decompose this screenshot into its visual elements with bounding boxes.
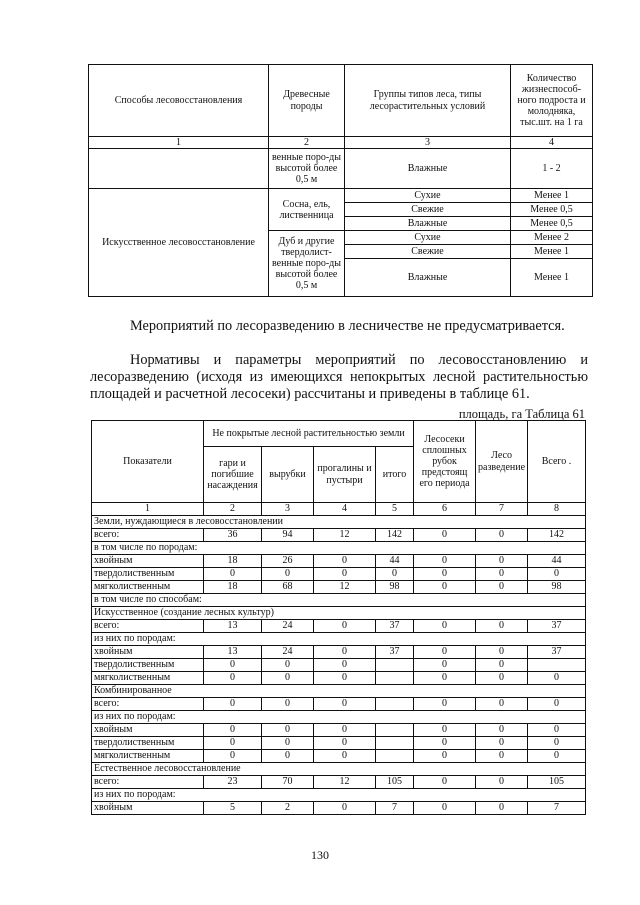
header-unforested-lands: Не покрытые лесной растительностью земли: [204, 421, 414, 447]
header-species: Древесные породы: [269, 65, 345, 137]
qty-cell: Менее 0,5: [511, 217, 593, 231]
header-method: Способы лесовосстановления: [89, 65, 269, 137]
value-cell: 0: [262, 698, 314, 711]
forest-type-cell: Свежие: [345, 245, 511, 259]
section-row: [92, 711, 586, 724]
section-row: [92, 633, 586, 646]
value-cell: 24: [262, 646, 314, 659]
value-cell: 37: [528, 646, 586, 659]
value-cell: 23: [204, 776, 262, 789]
section-label: Естественное лесовосстановление: [92, 763, 586, 776]
table-row: [92, 776, 586, 789]
header-clearcut-plots: Лесосеки сплошных рубок предстоящ его периода: [414, 421, 476, 503]
table-row: [92, 724, 586, 737]
section-row: [92, 542, 586, 555]
value-cell: [376, 750, 414, 763]
row-label: мягколиственным: [92, 750, 204, 763]
table-row: [92, 802, 586, 815]
value-cell: 0: [314, 646, 376, 659]
value-cell: 0: [476, 646, 528, 659]
value-cell: 0: [314, 750, 376, 763]
table-row: [92, 737, 586, 750]
col-number: 3: [262, 503, 314, 516]
value-cell: 13: [204, 646, 262, 659]
value-cell: 0: [314, 568, 376, 581]
col-number: 2: [204, 503, 262, 516]
section-row: [92, 607, 586, 620]
section-label: из них по породам:: [92, 633, 586, 646]
row-label: хвойным: [92, 724, 204, 737]
value-cell: 44: [376, 555, 414, 568]
value-cell: 68: [262, 581, 314, 594]
species-cell: венные поро-ды высотой более 0,5 м: [269, 149, 345, 189]
value-cell: 0: [528, 724, 586, 737]
value-cell: 5: [204, 802, 262, 815]
value-cell: 0: [414, 659, 476, 672]
value-cell: 0: [528, 750, 586, 763]
forest-type-cell: Влажные: [345, 217, 511, 231]
col-number: 8: [528, 503, 586, 516]
section-label: в том числе по породам:: [92, 542, 586, 555]
col-number: 7: [476, 503, 528, 516]
qty-cell: Менее 1: [511, 259, 593, 297]
value-cell: 98: [376, 581, 414, 594]
col-number: 2: [269, 137, 345, 149]
value-cell: 0: [262, 659, 314, 672]
value-cell: 18: [204, 581, 262, 594]
table-row: [92, 529, 586, 542]
value-cell: 0: [476, 750, 528, 763]
value-cell: 0: [476, 581, 528, 594]
header-cuttings: вырубки: [262, 447, 314, 503]
section-row: [92, 594, 586, 607]
value-cell: 0: [204, 672, 262, 685]
value-cell: 24: [262, 620, 314, 633]
section-label: Земли, нуждающиеся в лесовосстановлении: [92, 516, 586, 529]
page-number: 130: [311, 848, 329, 862]
value-cell: 0: [414, 776, 476, 789]
value-cell: 37: [528, 620, 586, 633]
qty-cell: Менее 2: [511, 231, 593, 245]
value-cell: 18: [204, 555, 262, 568]
col-number: 5: [376, 503, 414, 516]
header-afforestation: Лесо разведение: [476, 421, 528, 503]
value-cell: 142: [528, 529, 586, 542]
row-label: всего:: [92, 698, 204, 711]
row-label: твердолиственным: [92, 568, 204, 581]
value-cell: 0: [528, 698, 586, 711]
value-cell: 0: [414, 802, 476, 815]
value-cell: [376, 724, 414, 737]
table-row: [92, 555, 586, 568]
section-label: из них по породам:: [92, 711, 586, 724]
value-cell: 12: [314, 529, 376, 542]
header-undergrowth-qty: Количество жизнеспособ-ного подроста и молодняка, тыс.шт. на 1 га: [511, 65, 593, 137]
value-cell: 0: [414, 672, 476, 685]
reforestation-norms-table: [88, 64, 593, 297]
col-number: 1: [92, 503, 204, 516]
value-cell: 0: [414, 529, 476, 542]
value-cell: 0: [314, 724, 376, 737]
forest-type-cell: Влажные: [345, 149, 511, 189]
col-number: 6: [414, 503, 476, 516]
value-cell: 0: [204, 659, 262, 672]
table-caption: площадь, га Таблица 61: [458, 407, 585, 421]
value-cell: 94: [262, 529, 314, 542]
value-cell: 105: [376, 776, 414, 789]
value-cell: 0: [476, 802, 528, 815]
value-cell: 0: [314, 620, 376, 633]
table-row: [92, 698, 586, 711]
value-cell: 0: [414, 568, 476, 581]
value-cell: 0: [262, 568, 314, 581]
value-cell: 0: [476, 659, 528, 672]
table-row: [92, 750, 586, 763]
value-cell: 0: [476, 555, 528, 568]
value-cell: 0: [476, 568, 528, 581]
value-cell: 26: [262, 555, 314, 568]
row-label: всего:: [92, 776, 204, 789]
value-cell: 0: [204, 724, 262, 737]
reforestation-parameters-table: [91, 420, 586, 815]
forest-type-cell: Свежие: [345, 203, 511, 217]
row-label: хвойным: [92, 555, 204, 568]
row-label: всего:: [92, 620, 204, 633]
qty-cell: Менее 0,5: [511, 203, 593, 217]
value-cell: 36: [204, 529, 262, 542]
value-cell: 0: [476, 529, 528, 542]
no-afforestation-paragraph: Мероприятий по лесоразведению в лесничестве не предусматривается.: [130, 318, 565, 334]
forest-type-cell: Сухие: [345, 231, 511, 245]
value-cell: 0: [262, 737, 314, 750]
section-label: Искусственное (создание лесных культур): [92, 607, 586, 620]
col-number: 1: [89, 137, 269, 149]
value-cell: 0: [314, 698, 376, 711]
row-label: мягколиственным: [92, 581, 204, 594]
value-cell: 44: [528, 555, 586, 568]
row-label: твердолиственным: [92, 737, 204, 750]
table-row: [92, 568, 586, 581]
method-cell: Искусственное лесовосстановление: [89, 189, 269, 297]
value-cell: 0: [476, 620, 528, 633]
value-cell: 0: [414, 581, 476, 594]
section-row: [92, 685, 586, 698]
value-cell: 0: [314, 737, 376, 750]
value-cell: 0: [476, 776, 528, 789]
section-label: в том числе по способам:: [92, 594, 586, 607]
section-row: [92, 516, 586, 529]
value-cell: 105: [528, 776, 586, 789]
value-cell: 0: [204, 568, 262, 581]
header-total: Всего .: [528, 421, 586, 503]
value-cell: 0: [476, 724, 528, 737]
col-number: 4: [314, 503, 376, 516]
norms-paragraph: Нормативы и параметры мероприятий по лесовосстановлению и лесоразведению (исходя из имеющихся непокрытых лесной растительностью площадей и расчетной лесосеки) рассчитаны и приведены в таблице 61.: [90, 352, 588, 402]
value-cell: 0: [314, 802, 376, 815]
forest-type-cell: Влажные: [345, 259, 511, 297]
section-row: [92, 789, 586, 802]
value-cell: [376, 672, 414, 685]
value-cell: 70: [262, 776, 314, 789]
empty-cell: [89, 149, 269, 189]
table-row: [92, 620, 586, 633]
section-row: [92, 763, 586, 776]
row-label: хвойным: [92, 646, 204, 659]
section-label: из них по породам:: [92, 789, 586, 802]
value-cell: 0: [204, 737, 262, 750]
value-cell: 0: [262, 672, 314, 685]
row-label: твердолиственным: [92, 659, 204, 672]
value-cell: 12: [314, 581, 376, 594]
row-label: хвойным: [92, 802, 204, 815]
table-row: [92, 646, 586, 659]
value-cell: [376, 698, 414, 711]
header-burns: гари и погибшие насаждения: [204, 447, 262, 503]
header-forest-types: Группы типов леса, типы лесорастительных условий: [345, 65, 511, 137]
value-cell: 0: [262, 724, 314, 737]
table-row: [92, 659, 586, 672]
table-row: [92, 672, 586, 685]
value-cell: [376, 737, 414, 750]
header-indicators: Показатели: [92, 421, 204, 503]
value-cell: 0: [314, 555, 376, 568]
value-cell: 0: [528, 672, 586, 685]
value-cell: 0: [414, 724, 476, 737]
value-cell: 0: [476, 672, 528, 685]
value-cell: [376, 659, 414, 672]
value-cell: 12: [314, 776, 376, 789]
table-row: [92, 581, 586, 594]
row-label: мягколиственным: [92, 672, 204, 685]
value-cell: 2: [262, 802, 314, 815]
value-cell: 13: [204, 620, 262, 633]
value-cell: 0: [476, 698, 528, 711]
value-cell: 0: [528, 737, 586, 750]
value-cell: 0: [476, 737, 528, 750]
species-cell: Дуб и другие твердолист-венные поро-ды высотой более 0,5 м: [269, 231, 345, 297]
value-cell: 0: [414, 737, 476, 750]
species-cell: Сосна, ель, лиственница: [269, 189, 345, 231]
value-cell: 7: [528, 802, 586, 815]
col-number: 4: [511, 137, 593, 149]
value-cell: 142: [376, 529, 414, 542]
qty-cell: Менее 1: [511, 189, 593, 203]
value-cell: 0: [376, 568, 414, 581]
value-cell: 37: [376, 646, 414, 659]
row-label: всего:: [92, 529, 204, 542]
value-cell: 0: [414, 698, 476, 711]
value-cell: 0: [414, 620, 476, 633]
forest-type-cell: Сухие: [345, 189, 511, 203]
value-cell: 37: [376, 620, 414, 633]
value-cell: 0: [414, 555, 476, 568]
value-cell: 98: [528, 581, 586, 594]
value-cell: 0: [528, 568, 586, 581]
value-cell: 0: [204, 698, 262, 711]
col-number: 3: [345, 137, 511, 149]
value-cell: 0: [262, 750, 314, 763]
header-subtotal: итого: [376, 447, 414, 503]
value-cell: 0: [204, 750, 262, 763]
value-cell: 0: [414, 646, 476, 659]
header-glades: прогалины и пустыри: [314, 447, 376, 503]
section-label: Комбинированное: [92, 685, 586, 698]
value-cell: 7: [376, 802, 414, 815]
value-cell: 0: [314, 672, 376, 685]
value-cell: 0: [414, 750, 476, 763]
value-cell: 0: [314, 659, 376, 672]
qty-cell: 1 - 2: [511, 149, 593, 189]
value-cell: [528, 659, 586, 672]
qty-cell: Менее 1: [511, 245, 593, 259]
